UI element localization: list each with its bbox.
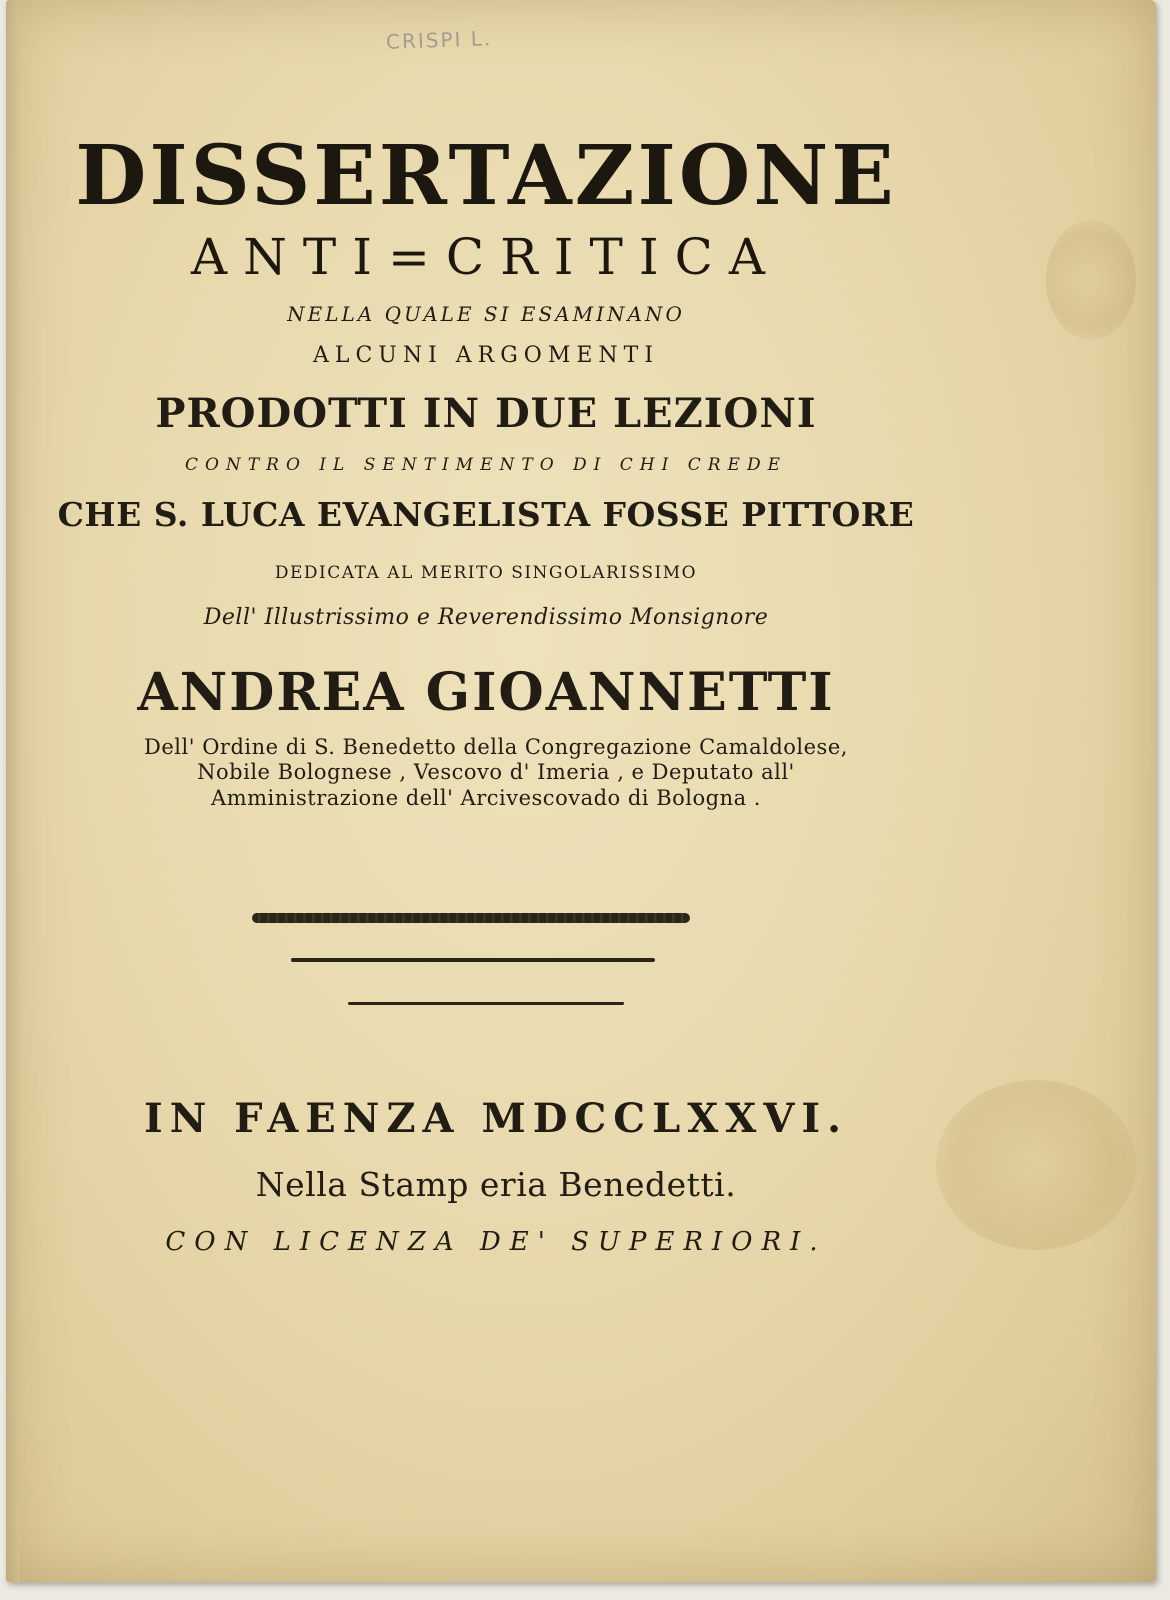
pencil-annotation: CRISPI L.	[385, 26, 493, 54]
ornamental-rule-thin	[348, 1002, 624, 1005]
subtitle-nella: NELLA QUALE SI ESAMINANO	[287, 302, 685, 326]
title-secondary: ANTI=CRITICA	[191, 228, 781, 286]
title-main: DISSERTAZIONE	[75, 128, 897, 224]
subtitle-alcuni: ALCUNI ARGOMENTI	[312, 343, 660, 368]
subtitle-contro: CONTRO IL SENTIMENTO DI CHI CREDE	[184, 455, 788, 475]
title-page-text	[6, 0, 1156, 1582]
ornamental-rule-thick	[252, 913, 690, 923]
subtitle-prodotti: PRODOTTI IN DUE LEZIONI	[155, 390, 817, 437]
dedicatee-description-line-2: Nobile Bolognese , Vescovo d' Imeria , e Deputato all'	[197, 760, 795, 784]
honorific-line: Dell' Illustrissimo e Reverendissimo Monsignore	[203, 605, 769, 630]
dedicatee-description-line-1: Dell' Ordine di S. Benedetto della Congregazione Camaldolese,	[144, 735, 848, 759]
dedicatee-description-line-3: Amministrazione dell' Arcivescovado di Bologna .	[211, 786, 761, 810]
ornamental-rule-medium	[291, 958, 655, 962]
imprint-printer: Nella Stamp eria Benedetti.	[255, 1165, 737, 1204]
imprint-license: CON LICENZA DE' SUPERIORI.	[165, 1227, 827, 1257]
dedicatee-name: ANDREA GIOANNETTI	[137, 662, 835, 723]
dedication-line: DEDICATA AL MERITO SINGOLARISSIMO	[274, 563, 698, 583]
imprint-place-date: IN FAENZA MDCCLXXVI.	[143, 1095, 848, 1142]
title-page	[6, 0, 1156, 1582]
subtitle-che: CHE S. LUCA EVANGELISTA FOSSE PITTORE	[57, 495, 915, 534]
